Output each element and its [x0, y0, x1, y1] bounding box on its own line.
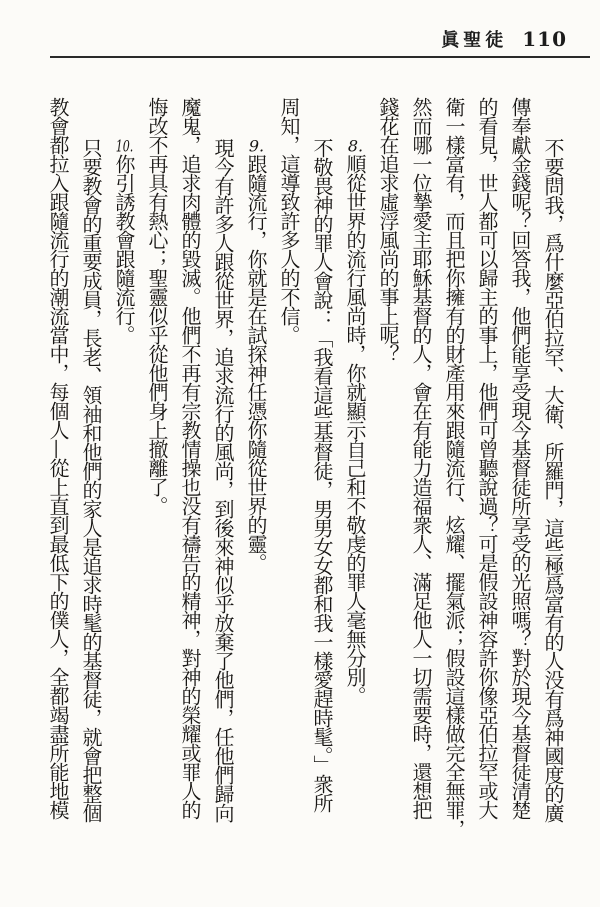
column-text: 教會都拉入跟隨流行的潮流當中，每個人—從上直到最低下的僕人，全都竭盡所能地模 [46, 97, 70, 819]
text-column [442, 97, 466, 892]
column-text: 周知，這導致許多人的不信。 [277, 97, 301, 344]
book-title: 眞聖徒 [441, 30, 508, 51]
column-text: 衛一樣富有，而且把你擁有的財產用來跟隨流行、炫耀、擺氣派；假設這樣做完全無罪， [442, 97, 466, 838]
column-text: 不敬畏神的罪人會說：「我看這些基督徒，男男女女都和我一樣愛趕時髦。」衆所 [310, 138, 334, 812]
text-column [46, 97, 70, 892]
column-text: 的看見，世人都可以歸主的事上，他們可曾聽說過？可是假設神容許你像亞伯拉罕或大 [475, 97, 499, 819]
text-columns [46, 97, 565, 892]
list-item-number: 10. [115, 138, 134, 154]
text-column [343, 97, 367, 892]
text-column [277, 97, 301, 892]
column-text: 跟隨流行，你就是在試探神任憑你隨從世界的靈。 [244, 154, 268, 572]
text-column [244, 97, 268, 892]
text-column [508, 97, 532, 892]
column-text: 不要問我，爲什麼亞伯拉罕、大衛、所羅門，這些極爲富有的人没有爲神國度的廣 [541, 138, 565, 822]
list-item-number: 8. [347, 138, 364, 154]
column-text: 你引誘教會跟隨流行。 [112, 154, 136, 344]
page-number: 110 [522, 27, 567, 51]
column-text: 錢花在追求虛浮風尚的事上呢？ [376, 97, 400, 363]
column-text: 然而哪一位摯愛主耶穌基督的人，會在有能力造福衆人、滿足他人一切需要時，還想把 [409, 97, 433, 819]
page-header [441, 26, 567, 52]
list-item-number: 9. [248, 138, 265, 154]
text-column [409, 97, 433, 892]
column-text: 只要教會的重要成員，長老、領袖和他們的家人是追求時髦的基督徒，就會把整個 [79, 138, 103, 822]
text-column [541, 97, 565, 892]
text-column [178, 97, 202, 892]
column-text: 傳奉獻金錢呢？回答我，他們能享受現今基督徒所享受的光照嗎？對於現今基督徒清楚 [508, 97, 532, 819]
header-divider [50, 56, 590, 58]
text-column [475, 97, 499, 892]
text-column [145, 97, 169, 892]
text-column [112, 97, 136, 892]
column-text: 悔改不再具有熱心；聖靈似乎從他們身上撤離了。 [145, 97, 169, 515]
column-text: 現今有許多人跟從世界，追求流行的風尚，到後來神似乎放棄了他們，任他們歸向 [211, 138, 235, 822]
column-text: 魔鬼，追求肉體的毀滅。他們不再有宗教情操也没有禱告的精神，對神的榮耀或罪人的 [178, 97, 202, 819]
text-column [376, 97, 400, 892]
text-column [79, 97, 103, 892]
column-text: 順從世界的流行風尚時，你就顯示自己和不敬虔的罪人毫無分別。 [343, 154, 367, 705]
text-column [310, 97, 334, 892]
text-column [211, 97, 235, 892]
